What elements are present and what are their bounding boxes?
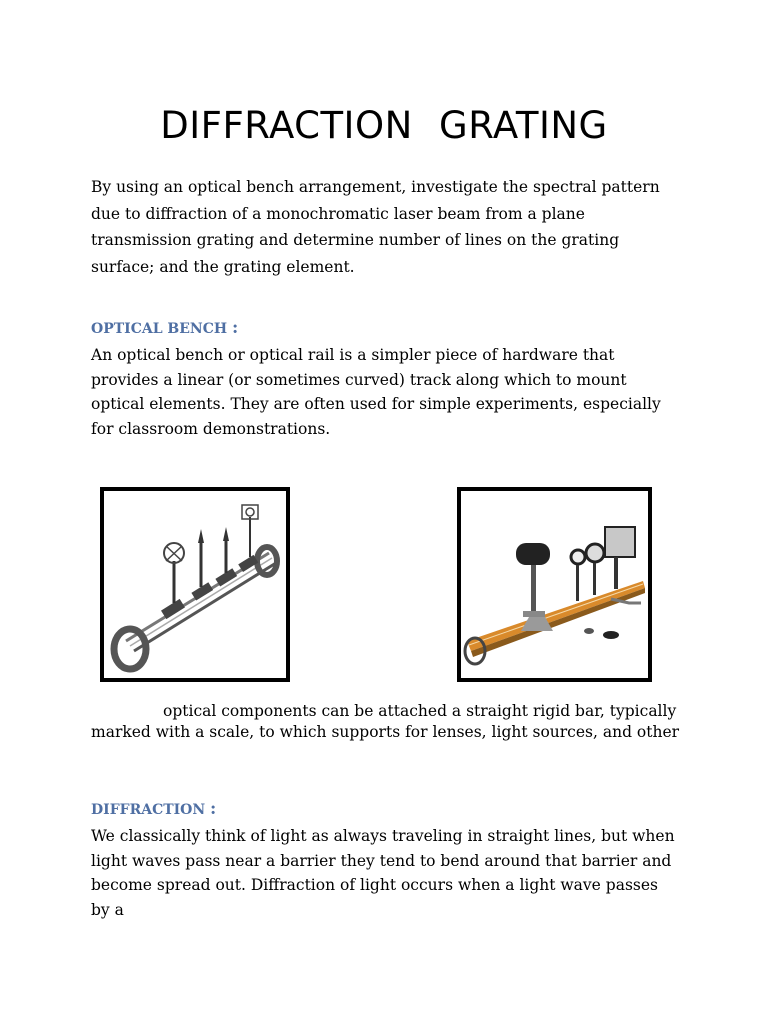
image-caption-line-1: optical components can be attached a straight rigid bar, typically [163,702,677,720]
diffraction-heading [91,799,216,819]
optical-bench-illustration-2 [461,491,648,678]
optical-bench-image-2 [457,487,652,682]
optical-bench-illustration-1 [104,491,286,678]
diffraction-heading-colon: : [210,799,217,819]
diffraction-heading-text: DIFFRACTION [91,802,206,818]
optical-bench-heading-colon: : [231,318,239,338]
image-caption-line-2: marked with a scale, to which supports for lenses, light sources, and other [91,723,680,741]
optical-bench-image-1 [100,487,290,682]
optical-bench-heading-text: OPTICAL BENCH [91,321,228,337]
optical-bench-paragraph: An optical bench or optical rail is a simpler piece of hardware that provides a linear (or sometimes curved) track along which to mount optical elements. They are often used for simple experiments, especially for classroom demonstrations. [91,346,661,438]
intro-paragraph: By using an optical bench arrangement, investigate the spectral pattern due to diffraction of a monochromatic laser beam from a plane transmission grating and determine number of lines on the grating surface; and the grating element. [91,178,660,276]
diffraction-paragraph: We classically think of light as always traveling in straight lines, but when light waves pass near a barrier they tend to bend around that barrier and become spread out. Diffraction of light occurs when a light wave passes by a [91,827,675,919]
optical-bench-heading [91,318,238,338]
page-title: DIFFRACTION GRATING [160,104,608,147]
